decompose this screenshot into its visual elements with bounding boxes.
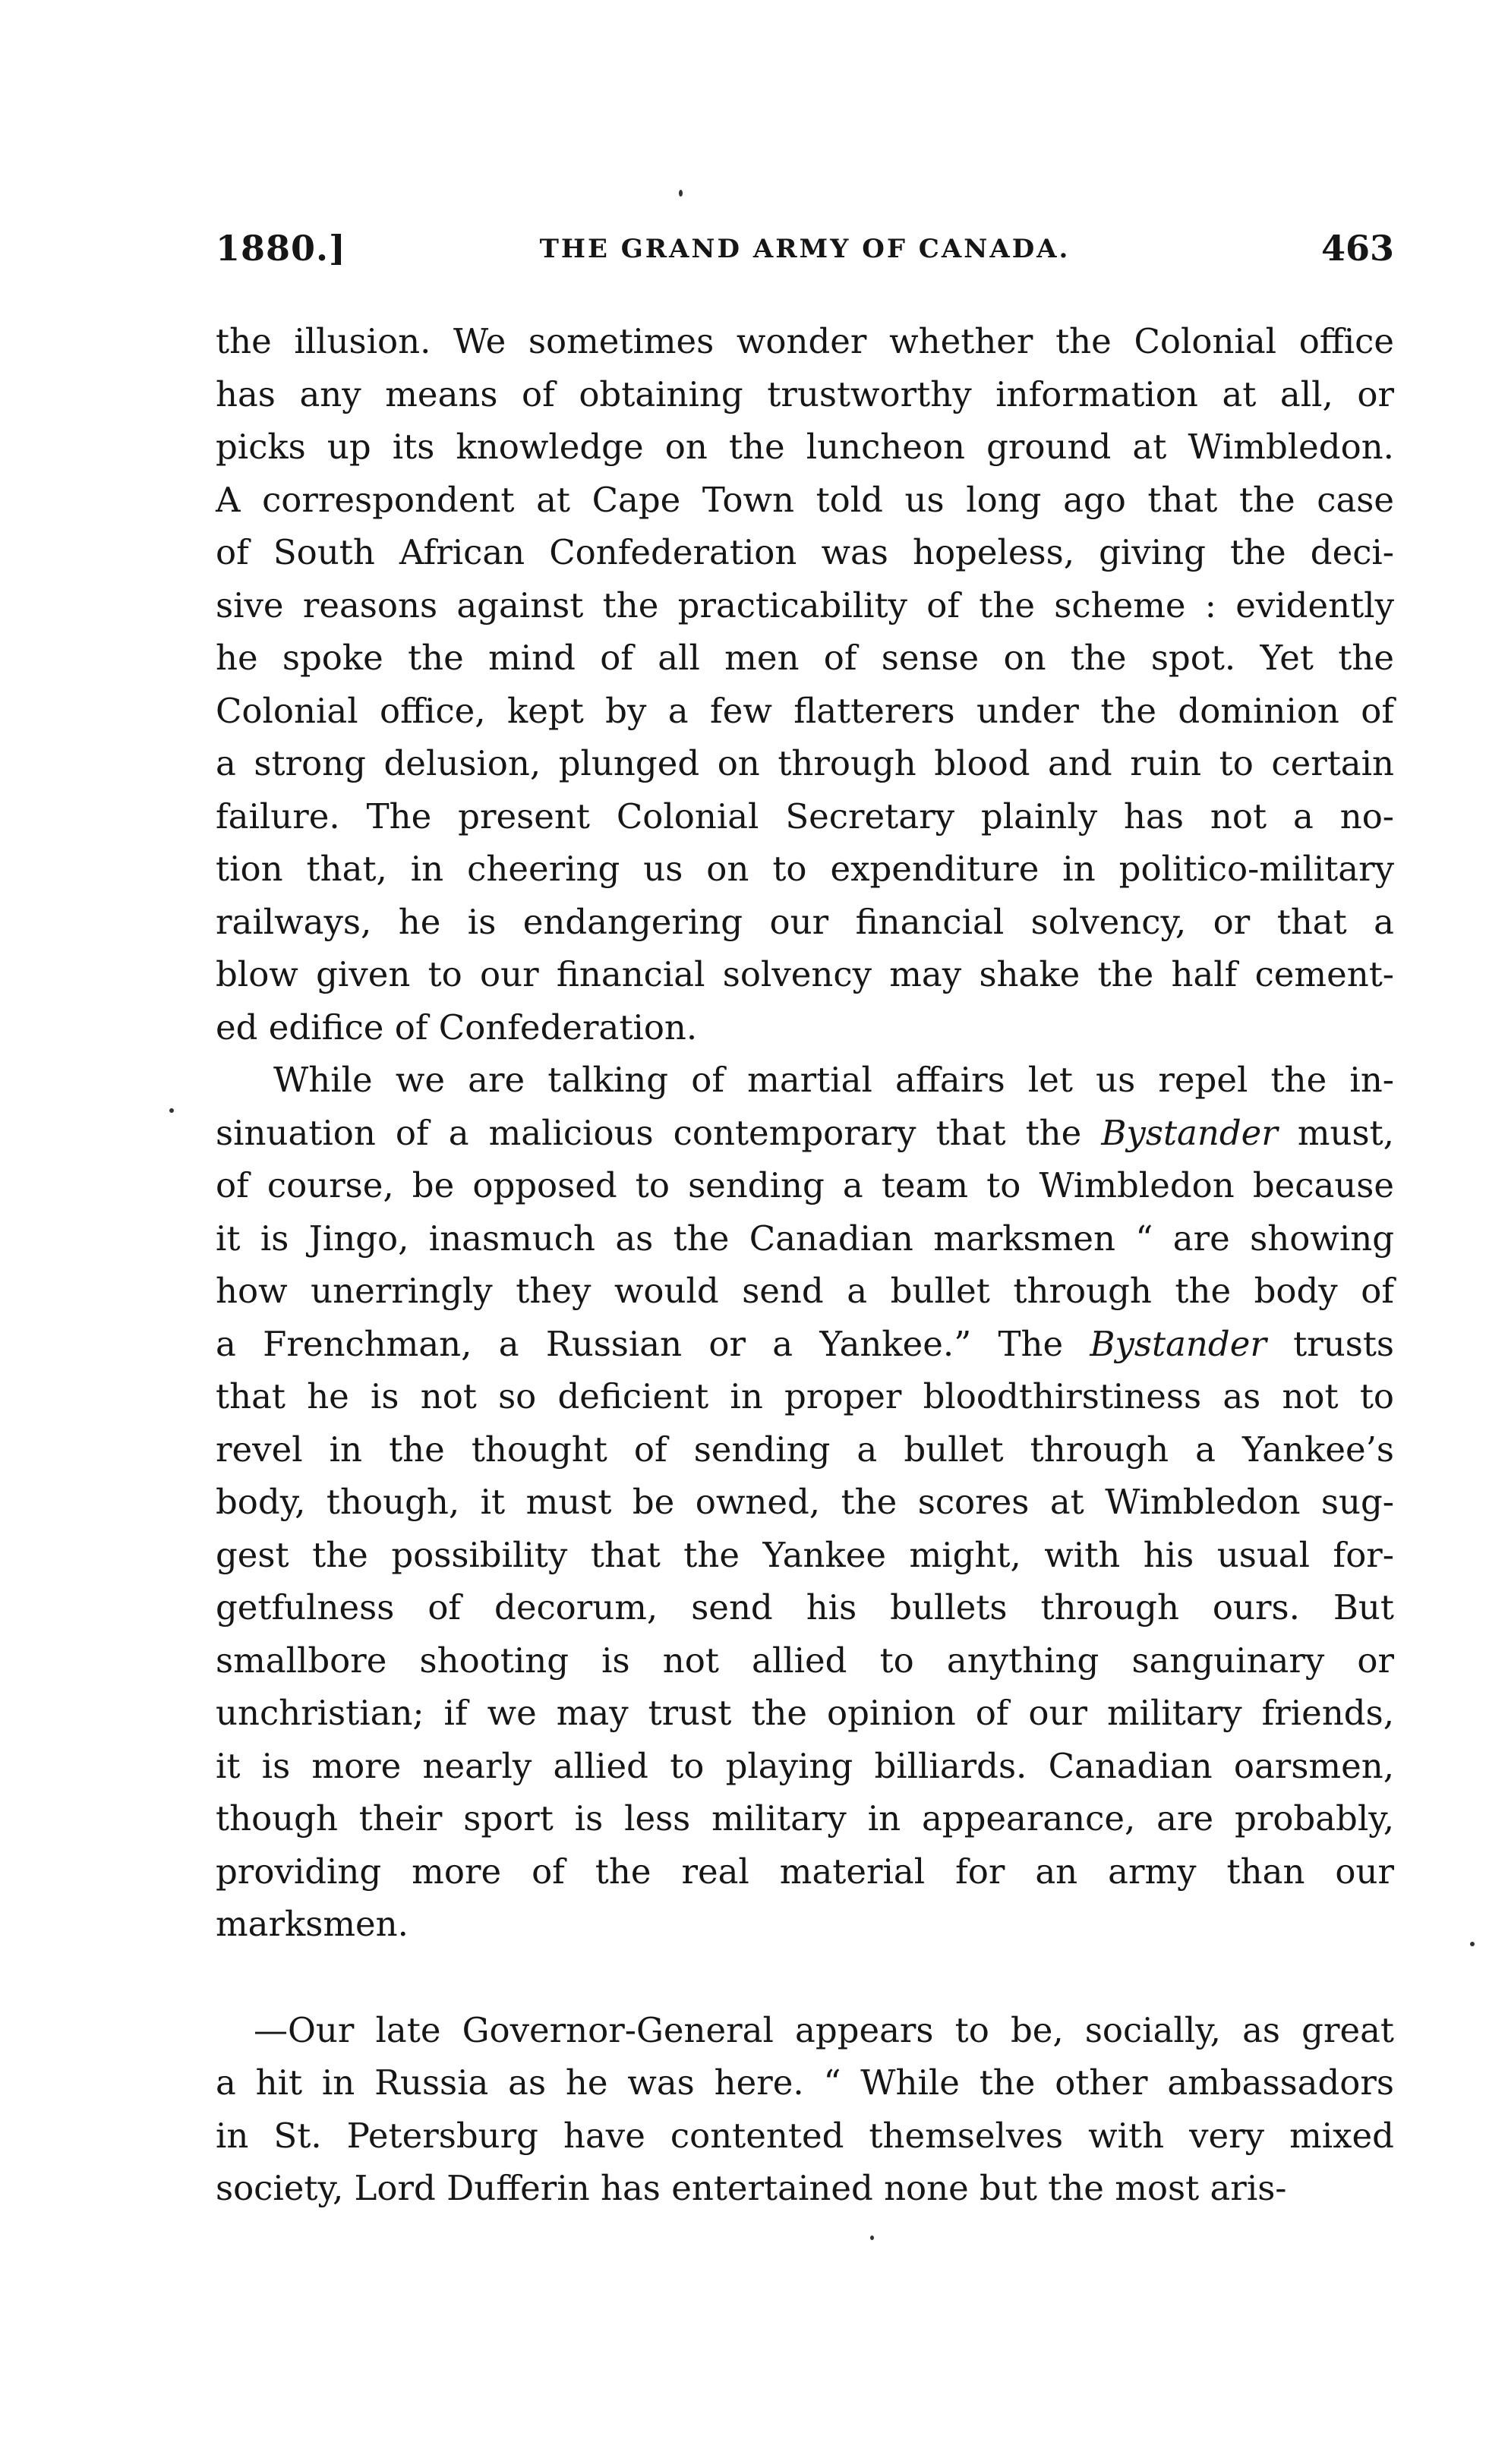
scan-speck: [169, 1108, 174, 1113]
text-line: unchristian; if we may trust the opinion of our military friends,: [216, 1693, 1394, 1733]
paragraph-2: [216, 1054, 1394, 1951]
text-line: smallbore shooting is not allied to anything sanguinary or: [216, 1640, 1394, 1681]
paragraph-3: [216, 2004, 1394, 2215]
text-line: tion that, in cheering us on to expenditure in politico-military: [216, 849, 1394, 889]
text-line: of course, be opposed to sending a team to Wimbledon because: [216, 1165, 1394, 1205]
text-line: though their sport is less military in appearance, are probably,: [216, 1798, 1394, 1839]
text-line: —Our late Governor-General appears to be, socially, as great: [254, 2009, 1394, 2050]
text-line: revel in the thought of sending a bullet through a Yankee’s: [216, 1429, 1394, 1470]
text-line: failure. The present Colonial Secretary plainly has not a no-: [216, 796, 1394, 837]
scan-speck: [870, 2236, 874, 2240]
text-line: it is more nearly allied to playing billiards. Canadian oarsmen,: [216, 1745, 1394, 1786]
text-line: body, though, it must be owned, the scores at Wimbledon sug-: [216, 1482, 1394, 1522]
text-line: the illusion. We sometimes wonder whether the Colonial office: [216, 321, 1394, 361]
text-line: in St. Petersburg have contented themselves with very mixed: [216, 2115, 1394, 2156]
text-line: providing more of the real material for an army than our: [216, 1851, 1394, 1892]
scan-speck: [1470, 1942, 1475, 1946]
text-line: picks up its knowledge on the luncheon ground at Wimbledon.: [216, 427, 1394, 467]
header-year: 1880.]: [216, 228, 346, 269]
text-line: sive reasons against the practicability of the scheme : evidently: [216, 584, 1394, 625]
text-line: gest the possibility that the Yankee might, with his usual for-: [216, 1534, 1394, 1575]
text-line: he spoke the mind of all men of sense on the spot. Yet the: [216, 638, 1394, 678]
text-line: society, Lord Dufferin has entertained none but the most aris-: [216, 2168, 1287, 2208]
text-line: has any means of obtaining trustworthy information at all, or: [216, 373, 1394, 414]
text-line: marksmen.: [216, 1904, 409, 1944]
text-line: it is Jingo, inasmuch as the Canadian marksmen “ are showing: [216, 1218, 1394, 1259]
text-line: Colonial office, kept by a few flatterers under the dominion of: [216, 690, 1394, 731]
body-text: [216, 315, 1394, 2215]
text-line: a strong delusion, plunged on through blood and ruin to certain: [216, 743, 1394, 783]
text-line: railways, he is endangering our financial solvency, or that a: [216, 901, 1394, 942]
text-line: a hit in Russia as he was here. “ While the other ambassadors: [216, 2062, 1394, 2103]
text-line: that he is not so deficient in proper bloodthirstiness as not to: [216, 1376, 1394, 1416]
text-line: sinuation of a malicious contemporary that the Bystander must,: [216, 1112, 1394, 1153]
text-line: getfulness of decorum, send his bullets through ours. But: [216, 1587, 1394, 1627]
text-line: of South African Confederation was hopeless, giving the deci-: [216, 532, 1394, 572]
scan-speck: [679, 190, 683, 197]
text-line: ed edifice of Confederation.: [216, 1007, 698, 1048]
text-line: A correspondent at Cape Town told us long ago that the case: [216, 479, 1394, 520]
paragraph-gap: [216, 1951, 1394, 2004]
text-line: how unerringly they would send a bullet through the body of: [216, 1271, 1394, 1311]
page-number: 463: [1320, 228, 1394, 269]
running-title: THE GRAND ARMY OF CANADA.: [539, 234, 1071, 264]
text-line: blow given to our financial solvency may shake the half cement-: [216, 954, 1394, 994]
paragraph-1: [216, 315, 1394, 1054]
page-header: [216, 228, 1394, 281]
text-line: While we are talking of martial affairs let us repel the in-: [273, 1060, 1394, 1100]
text-line: a Frenchman, a Russian or a Yankee.” The Bystander trusts: [216, 1323, 1394, 1364]
